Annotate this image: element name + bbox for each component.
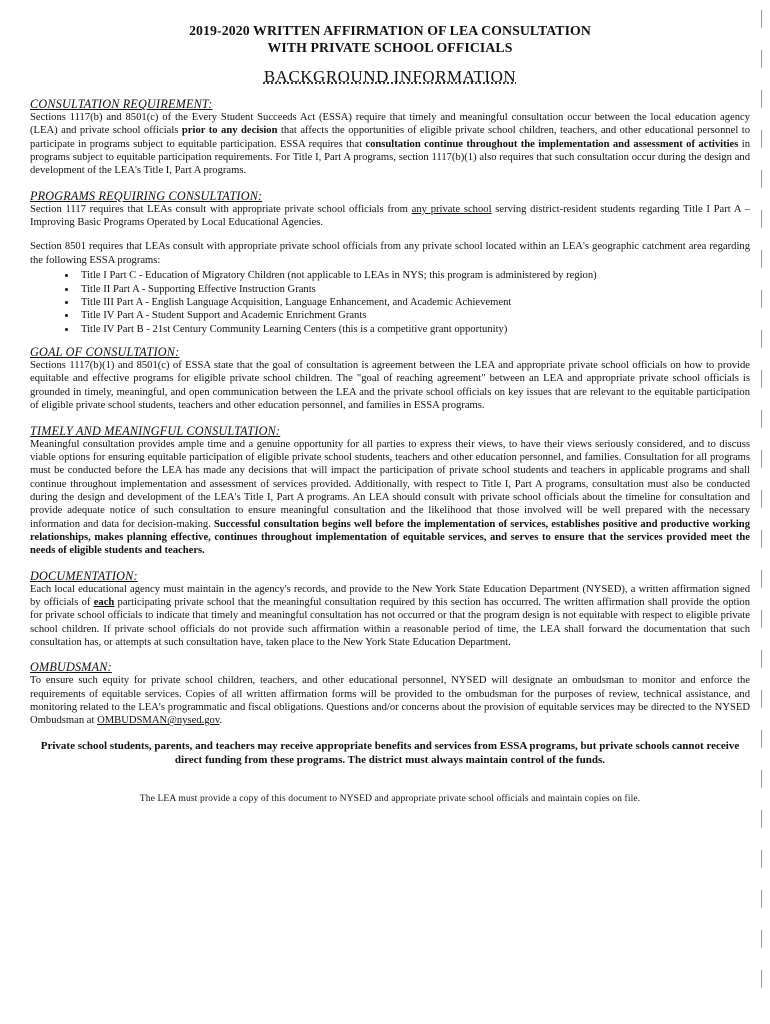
section-body: Section 8501 requires that LEAs consult with appropriate private school officials from any private school located within an LEA's geographic catchment area regarding the following ESSA programs: <box>30 241 750 266</box>
section-heading: TIMELY AND MEANINGFUL CONSULTATION: <box>30 423 281 438</box>
section-programs-requiring <box>30 189 750 336</box>
section-ombudsman <box>30 660 750 727</box>
section-documentation <box>30 569 750 650</box>
section-timely <box>30 424 750 558</box>
section-body <box>30 438 750 558</box>
section-body <box>30 674 750 727</box>
bold-run: prior to any decision <box>181 125 278 137</box>
section-heading: DOCUMENTATION: <box>30 568 138 583</box>
section-heading: GOAL OF CONSULTATION: <box>30 345 180 360</box>
background-heading <box>30 67 750 87</box>
section-body: Sections 1117(b)(1) and 8501(c) of ESSA state that the goal of consultation is agreement between the LEA and appropriate private school officials on how to provide equitable and effective programs for eligible private school children. The "goal of reaching agreement" between an LEA and appropriate private school officials is grounded in timely, meaningful, and open communication between the LEA and the private school officials on key issues that are relevant to the equitable participation of eligible private school students, teachers and other education personnel, and families in ESSA programs. <box>30 360 750 412</box>
list-item: • Title IV Part A - Student Support and Academic Enrichment Grants <box>77 309 750 322</box>
text-run: Sections 1117(b) and 8501(c) of the Every Student Succeeds Act (ESSA) require that timely and meaningful consultation occur between the local education agency (LEA) and private school officials <box>30 112 750 137</box>
program-list <box>30 269 750 336</box>
background-heading-text: BACKGROUND INFORMATION <box>263 67 517 86</box>
section-goal <box>30 345 750 412</box>
section-body <box>30 203 750 230</box>
underlined-run: any private school <box>411 203 492 215</box>
text-run: in programs subject to equitable participation requirements. For Title I, Part A programs, section 1117(b)(1) also requires that such consultation occur during the design and development of the LEA's Title I, Part A programs. <box>30 138 751 177</box>
footer-note: The LEA must provide a copy of this document to NYSED and appropriate private school officials and maintain copies on file. <box>139 792 641 804</box>
text-run: participating private school that the meaningful consultation required by this section has occurred. The written affirmation shall provide the option for private school officials to indicate that timely and meaningful consultation has not occurred or that the program design is not equitable with respect to eligible private school children. If private school officials do not provide such affirmation within a reasonable period of time, the LEA shall forward the documentation that such consultation has, or attempts at such consultation have, taken place to the New York State Education Department. <box>30 596 750 648</box>
bold-run: consultation continue throughout the implementation and assessment of activities <box>365 138 739 150</box>
list-item: • Title III Part A - English Language Acquisition, Language Enhancement, and Academic Achievement <box>77 296 750 309</box>
text-run: that affects the opportunities of eligible private school children, teachers, and other educational personnel to participate in programs subject to equitable participation. ESSA requires that <box>30 125 751 150</box>
list-item: • Title I Part C - Education of Migratory Children (not applicable to LEAs in NYS; this program is administered by region) <box>77 269 750 282</box>
ombudsman-email-link[interactable]: OMBUDSMAN@nysed.gov <box>97 715 220 727</box>
list-item: • Title IV Part B - 21st Century Community Learning Centers (this is a competitive grant opportunity) <box>77 323 750 336</box>
text-run: Section 1117 requires that LEAs consult with appropriate private school officials from <box>30 203 412 215</box>
document-title <box>30 22 750 56</box>
text-run: Each local educational agency must maintain in the agency's records, and provide to the New York State Education Department (NYSED), a written affirmation signed by officials of <box>30 583 750 608</box>
section-consultation-requirement <box>30 97 750 178</box>
section-heading: PROGRAMS REQUIRING CONSULTATION: <box>30 188 263 203</box>
title-line-1: 2019-2020 WRITTEN AFFIRMATION OF LEA CONSULTATION <box>189 23 591 38</box>
bold-underlined-run: each <box>93 596 115 608</box>
closing-statement: Private school students, parents, and teachers may receive appropriate benefits and services from ESSA programs, but private schools cannot receive direct funding from these programs. The district must always maintain control of the funds. <box>40 739 740 767</box>
text-run: To ensure such equity for private school children, teachers, and other educational personnel, NYSED will designate an ombudsman to monitor and enforce the requirements of equitable services. Copies of all written affirmation forms will be provided to the ombudsman for the purposes of review, technical assistance, and monitoring related to the LEA's programmatic and fiscal obligations. Questions and/or concerns about the provision of equitable services may be directed to the NYSED Ombudsman at <box>30 675 750 727</box>
document-page <box>30 22 750 804</box>
text-run: Meaningful consultation provides ample time and a genuine opportunity for all parties to express their views, to have their views seriously considered, and to discuss viable options for ensuring equitable participation of eligible private school students, teachers and other education personnel, and families. Consultation for all programs must be conducted before the LEA has made any decisions that will impact the participation of private school students and teachers in applicable programs and shall continue throughout implementation and assessment of services provided. Additionally, with respect to Title I, Part A programs, consultation must also be conducted during the design and development of the LEA's Title I, Part A programs. An LEA should consult with private school officials about the timeline for consultation and provide adequate notice of such consultation to ensure meaningful consultation and the likelihood that those involved will be well prepared with the necessary information and data for decision-making. <box>30 438 750 530</box>
section-body <box>30 583 750 650</box>
section-heading: OMBUDSMAN: <box>30 660 112 675</box>
section-body <box>30 111 750 178</box>
section-heading: CONSULTATION REQUIREMENT: <box>30 97 213 111</box>
bold-run: Successful consultation begins well before the implementation of services, establishes positive and productive working relationships, makes planning effective, continues throughout implementation of equitable services, and serves to ensure that the services provided meet the needs of eligible students and teachers. <box>30 518 750 557</box>
title-line-2: WITH PRIVATE SCHOOL OFFICIALS <box>267 40 513 55</box>
text-run: . <box>219 715 223 727</box>
text-run: serving district-resident students regarding Title I Part A – Improving Basic Programs Operated by Local Educational Agencies. <box>30 203 750 229</box>
list-item: • Title II Part A - Supporting Effective Instruction Grants <box>77 283 750 296</box>
scan-margin-line <box>761 10 762 1010</box>
